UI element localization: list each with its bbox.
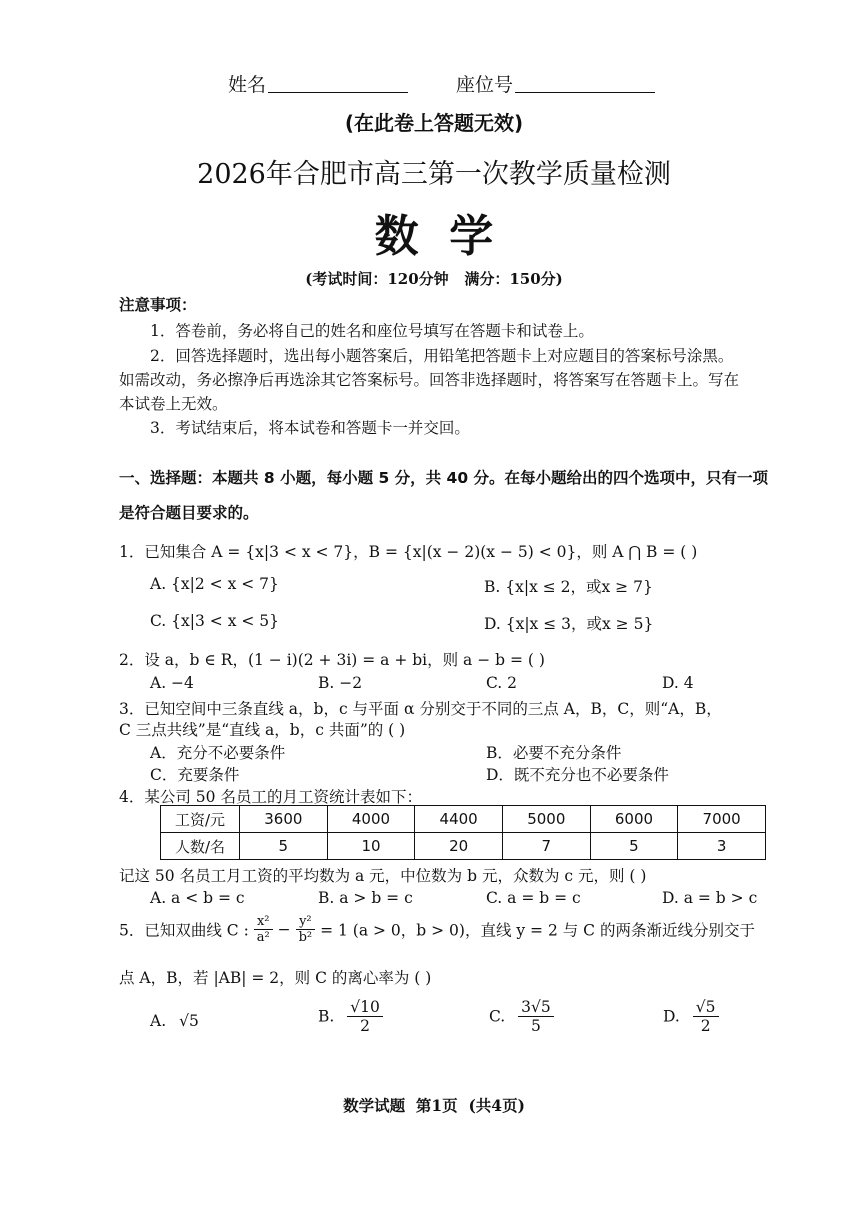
notes-item-1: 1．答卷前，务必将自己的姓名和座位号填写在答题卡和试卷上。	[150, 322, 594, 340]
q1-option-a: A. {x|2 < x < 7}	[150, 575, 279, 593]
q5-stem-line-2: 点 A，B，若 |AB| = 2，则 C 的离心率为 ( )	[119, 969, 432, 987]
q3-line-2: C 三点共线”是“直线 a，b，c 共面”的 ( )	[119, 721, 406, 739]
q2-option-c: C. 2	[486, 674, 518, 692]
q2-option-b: B. −2	[318, 674, 363, 692]
table-cell: 5	[590, 833, 678, 860]
q5-stem-line-1	[119, 914, 755, 945]
q5-option-d-denominator: 2	[700, 1017, 711, 1035]
table-cell: 5000	[502, 806, 590, 833]
q4-stem: 4．某公司 50 名员工的月工资统计表如下：	[119, 788, 422, 806]
seat-blank	[515, 74, 655, 93]
q5-a2: a²	[256, 930, 270, 945]
notes-title: 注意事项：	[119, 296, 197, 314]
table-row	[161, 806, 766, 833]
q5-option-c-numerator: 3√5	[518, 998, 554, 1017]
q5-option-a	[150, 1012, 199, 1030]
q5-minus: −	[277, 920, 291, 939]
exam-title: 2026年合肥市高三第一次教学质量检测	[197, 159, 671, 190]
q1-stem: 1．已知集合 A = {x|3 < x < 7}，B = {x|(x − 2)(x − 5) < 0}，则 A ⋂ B = ( )	[119, 543, 698, 561]
q2-option-d: D. 4	[662, 674, 694, 692]
table-cell: 5	[240, 833, 328, 860]
q5-x2: x²	[254, 914, 273, 930]
name-field	[228, 70, 408, 97]
table-cell: 10	[327, 833, 415, 860]
wage-table	[160, 805, 766, 860]
q5-option-d-numerator: √5	[693, 998, 719, 1017]
table-header-count: 人数/名	[161, 833, 240, 860]
q5-option-c	[489, 998, 554, 1035]
table-cell: 4400	[415, 806, 503, 833]
q4-after-table: 记这 50 名员工月工资的平均数为 a 元，中位数为 b 元，众数为 c 元，则 ( )	[119, 867, 647, 885]
table-cell: 6000	[590, 806, 678, 833]
q5-option-c-label: C.	[489, 1007, 506, 1026]
table-row	[161, 833, 766, 860]
table-cell: 20	[415, 833, 503, 860]
seat-field	[456, 70, 655, 97]
q5-x-fraction	[254, 914, 273, 945]
q5-option-a-value: √5	[179, 1012, 199, 1030]
table-cell: 3	[678, 833, 766, 860]
page-footer: 数学试题 第1页 (共4页)	[343, 1096, 525, 1115]
q3-option-c: C．充要条件	[150, 766, 240, 784]
q3-option-d: D．既不充分也不必要条件	[486, 766, 669, 784]
q5-option-c-denominator: 5	[531, 1017, 541, 1035]
q5-b2: b²	[298, 930, 313, 945]
q5-option-b	[318, 998, 383, 1035]
q5-option-b-fraction	[347, 998, 383, 1035]
q4-option-b: B. a > b = c	[318, 889, 413, 907]
q5-option-b-denominator: 2	[360, 1017, 370, 1035]
q2-option-a: A. −4	[150, 674, 194, 692]
time-info: (考试时间：120分钟 满分：150分)	[305, 270, 563, 288]
name-blank	[268, 74, 408, 93]
q5-option-d	[663, 998, 719, 1035]
q5-rest: = 1 (a > 0，b > 0)，直线 y = 2 与 C 的两条渐近线分别交于	[320, 921, 755, 940]
q4-option-c: C. a = b = c	[486, 889, 581, 907]
q5-y2: y²	[296, 914, 316, 930]
q3-option-a: A．充分不必要条件	[150, 744, 286, 762]
q5-y-fraction	[296, 914, 316, 945]
q1-option-d: D. {x|x ≤ 3，或x ≥ 5}	[484, 615, 654, 633]
q5-option-d-label: D.	[663, 1007, 680, 1026]
invalid-notice: (在此卷上答题无效)	[344, 111, 524, 135]
q5-option-b-numerator: √10	[347, 998, 383, 1017]
q3-option-b: B．必要不充分条件	[486, 744, 622, 762]
name-label: 姓名	[228, 74, 267, 96]
table-cell: 7000	[678, 806, 766, 833]
table-header-wage: 工资/元	[161, 806, 240, 833]
section-1-line-1: 一、选择题：本题共 8 小题，每小题 5 分，共 40 分。在每小题给出的四个选项中，只有一项	[119, 469, 769, 487]
section-1-line-2: 是符合题目要求的。	[119, 504, 259, 522]
q1-option-b: B. {x|x ≤ 2，或x ≥ 7}	[484, 578, 653, 596]
notes-item-2-line-2: 如需改动，务必擦净后再选涂其它答案标号。回答非选择题时，将答案写在答题卡上。写在	[119, 371, 740, 389]
subject-title: 数 学	[374, 211, 494, 262]
q2-stem: 2．设 a，b ∈ R，(1 − i)(2 + 3i) = a + bi，则 a − b = ( )	[119, 651, 545, 669]
table-cell: 3600	[240, 806, 328, 833]
seat-label: 座位号	[456, 74, 514, 96]
notes-item-2-line-1: 2．回答选择题时，选出每小题答案后，用铅笔把答题卡上对应题目的答案标号涂黑。	[150, 347, 734, 365]
q4-option-d: D. a = b > c	[662, 889, 758, 907]
table-cell: 4000	[327, 806, 415, 833]
q5-option-d-fraction	[693, 998, 719, 1035]
q4-option-a: A. a < b = c	[150, 889, 245, 907]
q1-option-c: C. {x|3 < x < 5}	[150, 612, 279, 630]
q3-line-1: 3．已知空间中三条直线 a，b，c 与平面 α 分别交于不同的三点 A，B，C，则“A，B，	[119, 700, 722, 718]
notes-item-2-line-3: 本试卷上无效。	[119, 395, 228, 413]
q5-option-c-fraction	[518, 998, 554, 1035]
table-cell: 7	[502, 833, 590, 860]
q5-prefix: 5．已知双曲线 C :	[119, 921, 249, 940]
q5-option-a-label: A.	[150, 1012, 167, 1030]
notes-item-3: 3．考试结束后，将本试卷和答题卡一并交回。	[150, 419, 470, 437]
q5-option-b-label: B.	[318, 1007, 335, 1026]
